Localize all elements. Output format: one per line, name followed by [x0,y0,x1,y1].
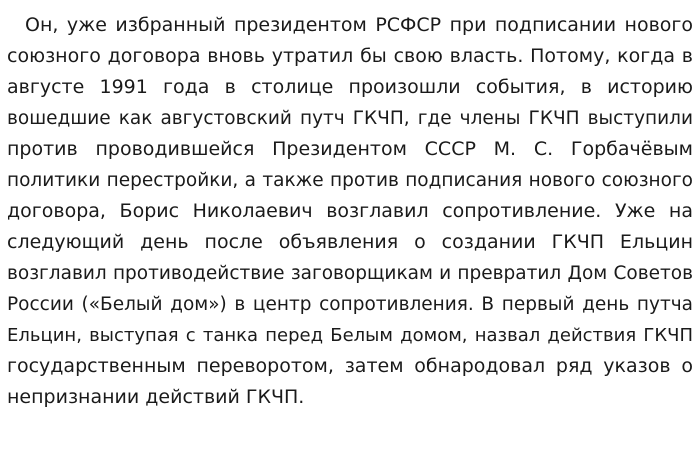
paragraph-line: вошедшие как августовский путч ГКЧП, где члены ГКЧП выступили [7,108,693,129]
paragraph-line: августе 1991 года в столице произошли события, в историю [7,76,693,98]
paragraph-line: государственным переворотом, затем обнародовал ряд указов о [7,355,693,377]
paragraph-line: России («Белый дом») в центр сопротивления. В первый день путча [7,294,693,315]
paragraph-line: союзного договора вновь утратил бы свою власть. Потому, когда в [7,45,693,67]
paragraph-line: непризнании действий ГКЧП. [7,386,305,408]
paragraph-line: возглавил противодействие заговорщикам и превратил Дом Советов [7,263,693,284]
paragraph [7,10,693,413]
paragraph-line: Он, уже избранный президентом РСФСР при подписании нового [25,14,693,36]
paragraph-line: следующий день после объявления о создании ГКЧП Ельцин [7,231,693,253]
paragraph-line: Ельцин, выступая с танка перед Белым домом, назвал действия ГКЧП [7,325,693,346]
paragraph-line: договора, Борис Николаевич возглавил сопротивление. Уже на [7,200,693,222]
paragraph-line: против проводившейся Президентом СССР М. С. Горбачёвым [7,138,693,160]
paragraph-line: политики перестройки, а также против подписания нового союзного [7,170,693,191]
